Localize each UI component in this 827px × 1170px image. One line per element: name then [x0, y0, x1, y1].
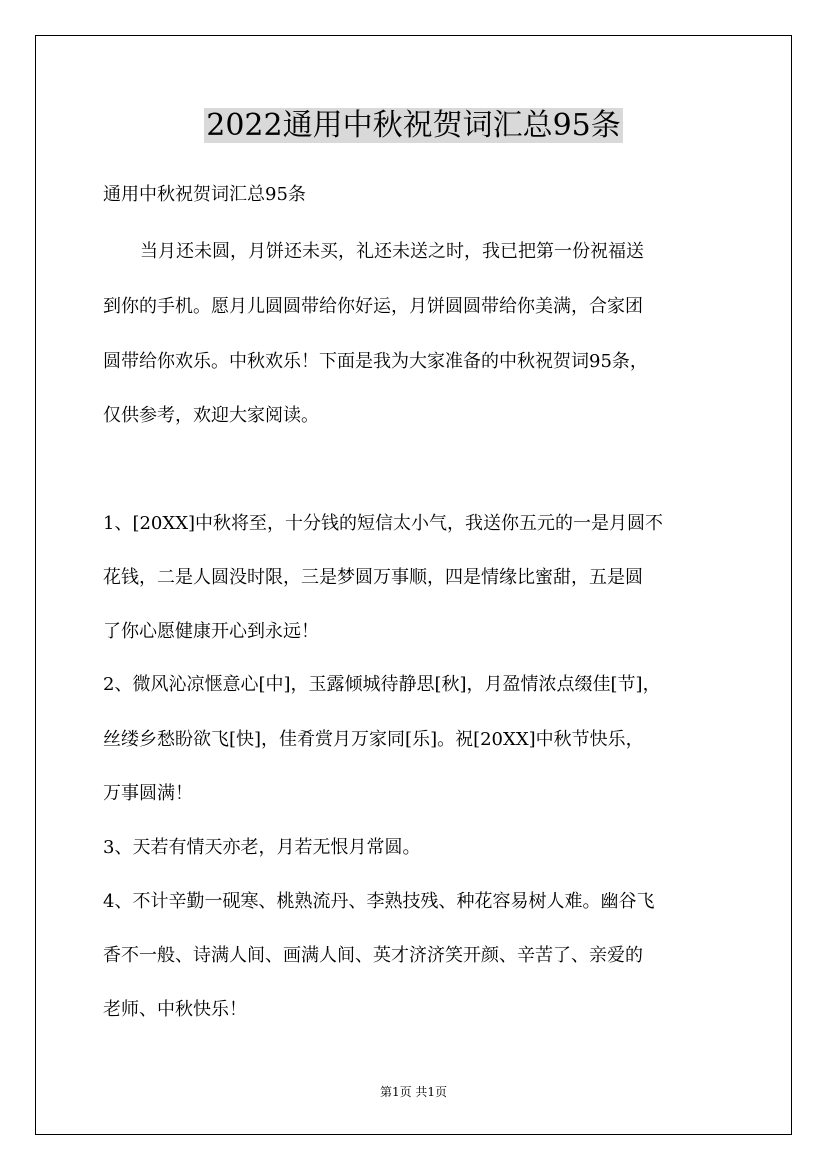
greeting-2-line: 丝缕乡愁盼欲飞[快]，佳肴赏月万家同[乐]。祝[20XX]中秋节快乐， — [103, 729, 644, 750]
greeting-1-line: 了你心愿健康开心到永远！ — [103, 621, 319, 642]
intro-line: 当月还未圆，月饼还未买，礼还未送之时，我已把第一份祝福送 — [140, 241, 644, 262]
greeting-2-line: 万事圆满！ — [103, 783, 193, 804]
document-subtitle: 通用中秋祝贺词汇总95条 — [103, 184, 306, 205]
page-number-footer: 第1页 共1页 — [379, 1085, 448, 1099]
greeting-3-line: 3、天若有情天亦老，月若无恨月常圆。 — [103, 837, 421, 858]
document-title-text: 2022通用中秋祝贺词汇总95条 — [206, 108, 621, 143]
greeting-1-line: 1、[20XX]中秋将至，十分钱的短信太小气，我送你五元的一是月圆不 — [103, 513, 664, 534]
document-title — [0, 100, 827, 144]
intro-line: 圆带给你欢乐。中秋欢乐！下面是我为大家准备的中秋祝贺词95条， — [103, 351, 648, 372]
intro-line: 到你的手机。愿月儿圆圆带给你好运，月饼圆圆带给你美满，合家团 — [103, 296, 643, 317]
greeting-4-line: 老师、中秋快乐！ — [103, 999, 247, 1020]
greeting-4-line: 香不一般、诗满人间、画满人间、英才济济笑开颜、辛苦了、亲爱的 — [103, 945, 643, 966]
greeting-4-line: 4、不计辛勤一砚寒、桃熟流丹、李熟技残、种花容易树人难。幽谷飞 — [103, 891, 655, 912]
intro-line: 仅供参考，欢迎大家阅读。 — [103, 405, 319, 426]
greeting-2-line: 2、微风沁凉惬意心[中]，玉露倾城待静思[秋]，月盈情浓点缀佳[节]， — [103, 674, 661, 695]
greeting-1-line: 花钱，二是人圆没时限，三是梦圆万事顺，四是情缘比蜜甜，五是圆 — [103, 567, 643, 588]
